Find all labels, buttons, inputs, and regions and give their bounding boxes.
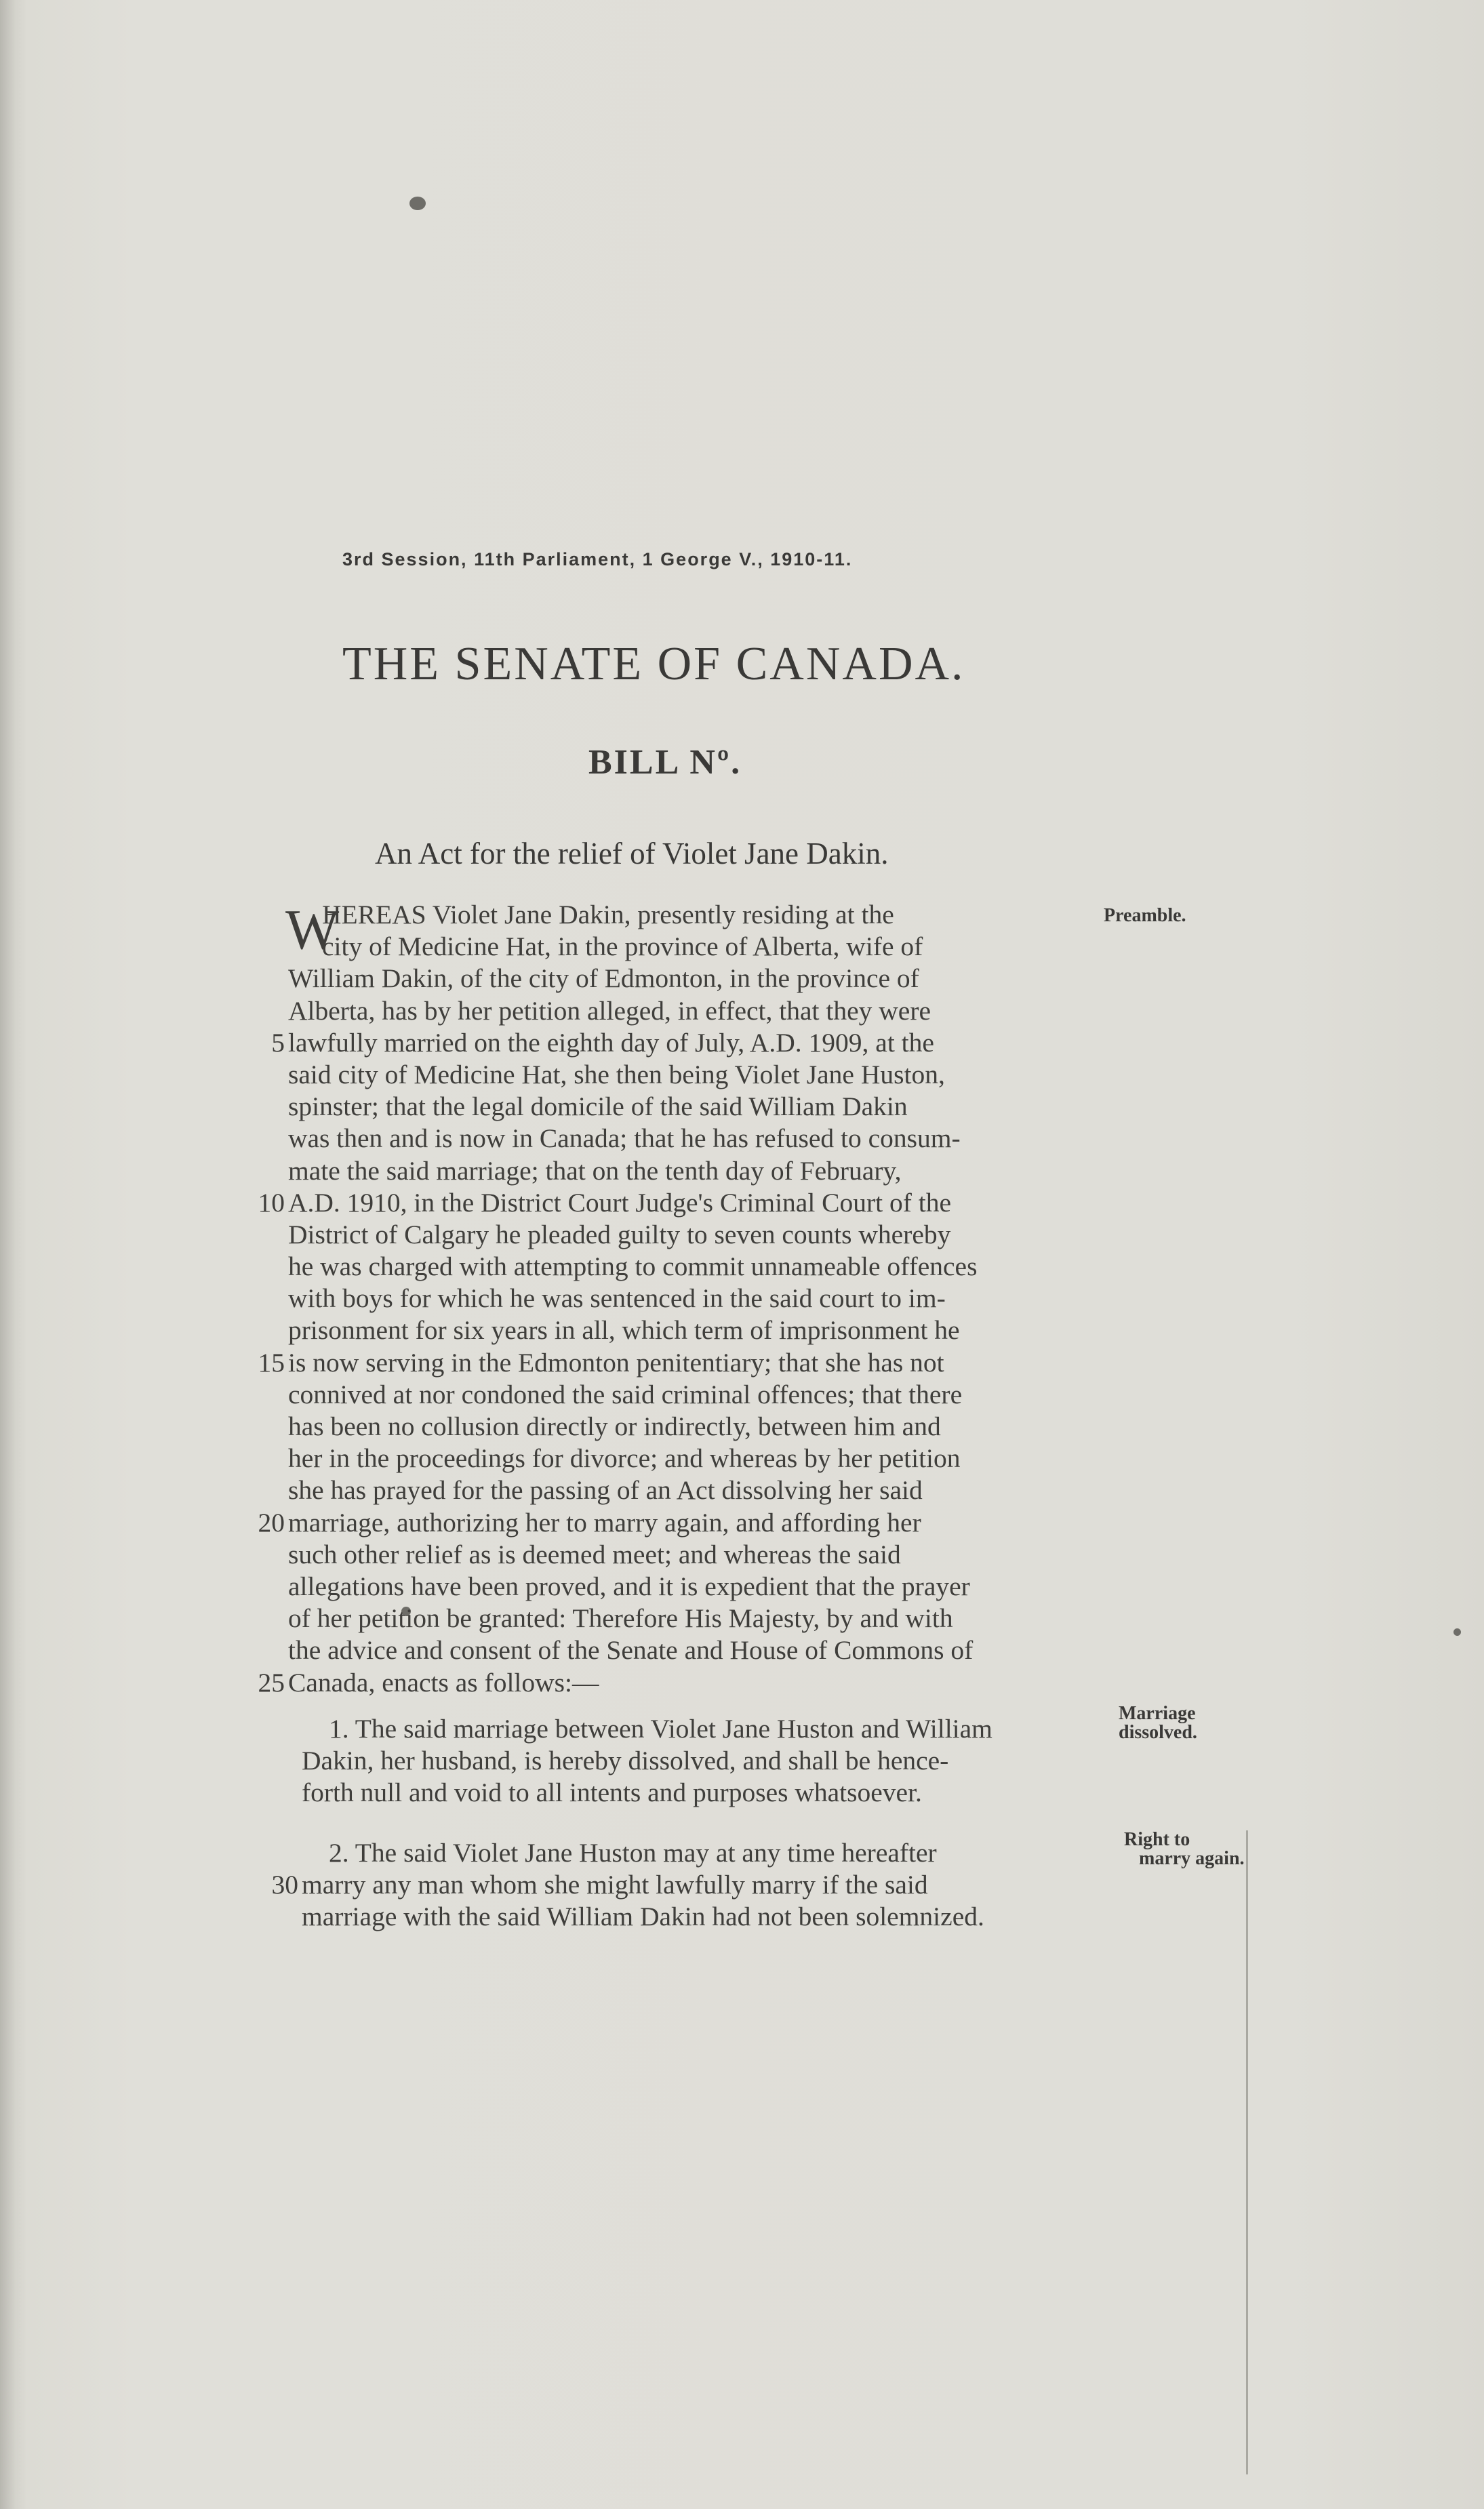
preamble-line xyxy=(288,1283,1102,1314)
line-text: she has prayed for the passing of an Act dissolving her said xyxy=(288,1475,923,1506)
margin-note-preamble: Preamble. xyxy=(1104,905,1186,926)
line-text: is now serving in the Edmonton penitentiary; that she has not xyxy=(288,1347,944,1378)
act-title: An Act for the relief of Violet Jane Dakin. xyxy=(375,837,889,870)
preamble-line xyxy=(288,1155,1102,1187)
binding-edge xyxy=(0,0,15,2509)
page-edge-line xyxy=(1246,1830,1248,2474)
drop-cap: W xyxy=(285,898,340,961)
line-number: 25 xyxy=(258,1667,285,1698)
line-text: spinster; that the legal domicile of the said William Dakin xyxy=(288,1091,908,1122)
line-text: 2. The said Violet Jane Huston may at any time hereafter xyxy=(329,1838,937,1868)
line-text: has been no collusion directly or indirectly, between him and xyxy=(288,1411,941,1441)
line-number: 15 xyxy=(258,1347,285,1378)
section-1 xyxy=(302,1713,1115,1809)
preamble-line xyxy=(258,1347,1102,1379)
line-number: 30 xyxy=(271,1870,298,1900)
line-text: 1. The said marriage between Violet Jane Huston and William xyxy=(329,1714,992,1744)
section-line xyxy=(271,1869,1115,1901)
session-header: 3rd Session, 11th Parliament, 1 George V., 1910-11. xyxy=(342,549,853,569)
preamble-line xyxy=(288,1314,1102,1346)
line-text: marriage, authorizing her to marry again, and affording her xyxy=(288,1507,921,1538)
ink-smudge xyxy=(1453,1628,1461,1636)
preamble-line xyxy=(288,931,1102,963)
preamble-line xyxy=(288,1634,1102,1666)
margin-note-marriage-dissolved xyxy=(1119,1704,1197,1742)
line-text: her in the proceedings for divorce; and whereas by her petition xyxy=(288,1443,961,1474)
preamble-line xyxy=(288,1219,1102,1251)
line-text: was then and is now in Canada; that he has refused to consum- xyxy=(288,1123,961,1154)
line-text: William Dakin, of the city of Edmonton, in the province of xyxy=(288,963,919,994)
margin-note-right-to-marry xyxy=(1124,1830,1245,1868)
document-title: THE SENATE OF CANADA. xyxy=(342,638,965,690)
line-text: HEREAS Violet Jane Dakin, presently residing at the xyxy=(322,900,894,929)
line-text: of her petition be granted: Therefore His Majesty, by and with xyxy=(288,1603,953,1634)
section-2 xyxy=(271,1837,1115,1933)
preamble-line xyxy=(288,1443,1102,1474)
preamble-line xyxy=(288,1091,1102,1123)
line-text: he was charged with attempting to commit unnameable offences xyxy=(288,1251,978,1282)
line-text: city of Medicine Hat, in the province of Alberta, wife of xyxy=(322,931,923,962)
preamble-line xyxy=(288,1379,1102,1411)
bill-number: BILL Nº. xyxy=(588,743,742,782)
line-text: A.D. 1910, in the District Court Judge's Criminal Court of the xyxy=(288,1187,952,1218)
section-line xyxy=(302,1901,1115,1933)
preamble-line xyxy=(258,1187,1102,1219)
line-text: mate the said marriage; that on the tenth day of February, xyxy=(288,1155,902,1186)
preamble-line xyxy=(288,995,1102,1027)
line-text: the advice and consent of the Senate and House of Commons of xyxy=(288,1635,974,1666)
section-line xyxy=(302,1837,1115,1869)
ink-smudge xyxy=(409,197,426,210)
margin-note-line: Right to xyxy=(1124,1829,1190,1850)
margin-note-line: marry again. xyxy=(1139,1848,1245,1869)
line-text: marry any man whom she might lawfully marry if the said xyxy=(302,1870,928,1900)
preamble xyxy=(258,898,1102,1699)
margin-note-line: Marriage xyxy=(1119,1703,1196,1724)
line-text: connived at nor condoned the said criminal offences; that there xyxy=(288,1379,963,1409)
margin-note-line: dissolved. xyxy=(1119,1722,1197,1743)
line-number: 5 xyxy=(271,1027,285,1058)
preamble-line xyxy=(288,1059,1102,1091)
line-number: 20 xyxy=(258,1507,285,1538)
preamble-line xyxy=(288,1411,1102,1443)
preamble-line xyxy=(258,1667,1102,1699)
preamble-line xyxy=(271,1027,1102,1059)
line-text: such other relief as is deemed meet; and whereas the said xyxy=(288,1539,901,1569)
section-line xyxy=(302,1777,1115,1809)
line-number: 10 xyxy=(258,1187,285,1218)
line-text: said city of Medicine Hat, she then being Violet Jane Huston, xyxy=(288,1059,945,1089)
section-line xyxy=(302,1713,1115,1745)
line-text: allegations have been proved, and it is expedient that the prayer xyxy=(288,1571,970,1601)
preamble-line xyxy=(288,1123,1102,1155)
line-text: marriage with the said William Dakin had not been solemnized. xyxy=(302,1902,984,1932)
preamble-line xyxy=(258,1507,1102,1539)
preamble-line xyxy=(288,1474,1102,1506)
line-text: prisonment for six years in all, which term of imprisonment he xyxy=(288,1315,960,1346)
preamble-line xyxy=(288,963,1102,995)
preamble-line xyxy=(288,1539,1102,1571)
line-text: forth null and void to all intents and purposes whatsoever. xyxy=(302,1778,922,1808)
line-text: lawfully married on the eighth day of July, A.D. 1909, at the xyxy=(288,1027,934,1058)
preamble-line xyxy=(288,1251,1102,1283)
line-text: Canada, enacts as follows:— xyxy=(288,1667,599,1698)
line-text: Alberta, has by her petition alleged, in effect, that they were xyxy=(288,995,931,1026)
line-text: District of Calgary he pleaded guilty to seven counts whereby xyxy=(288,1219,951,1249)
line-text: Dakin, her husband, is hereby dissolved, and shall be hence- xyxy=(302,1746,949,1776)
preamble-line xyxy=(288,1603,1102,1634)
section-line xyxy=(302,1745,1115,1777)
line-text: with boys for which he was sentenced in the said court to im- xyxy=(288,1283,946,1314)
preamble-line xyxy=(288,1571,1102,1603)
